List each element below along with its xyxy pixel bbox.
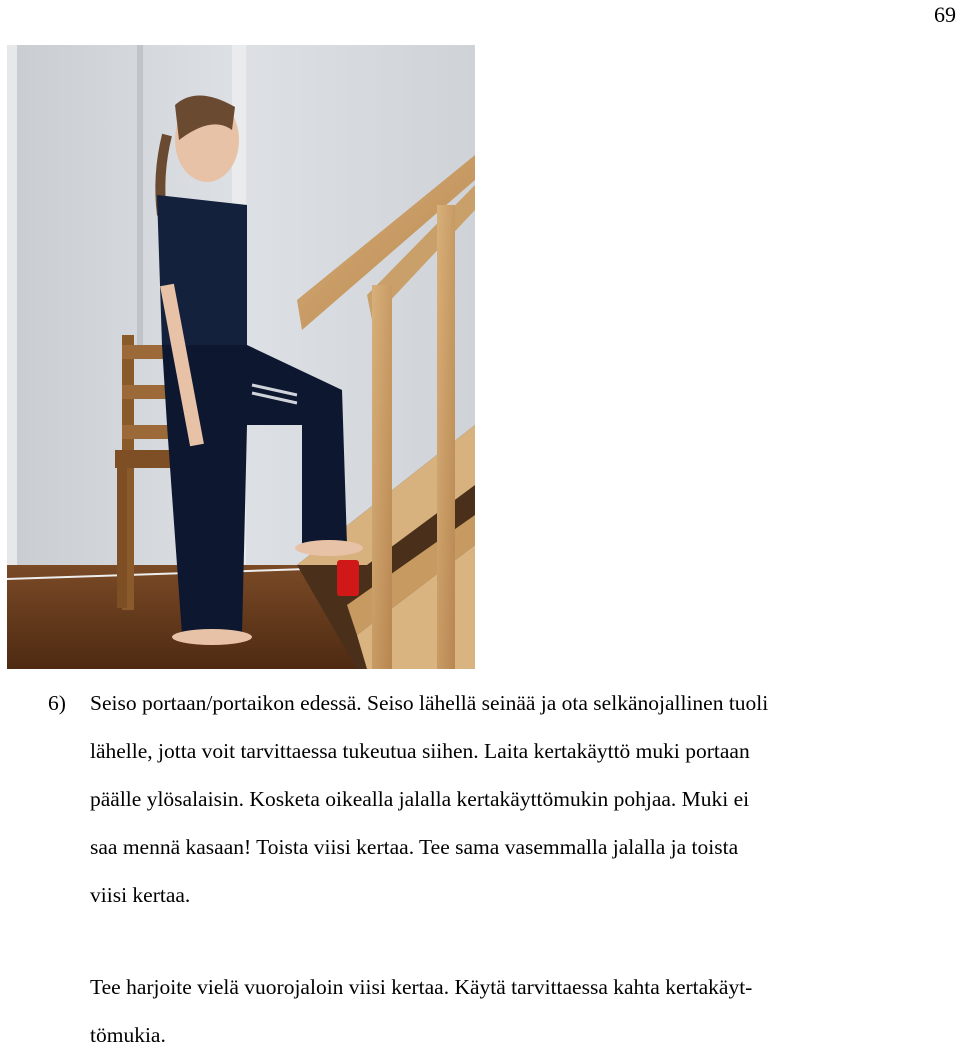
note-line: Tee harjoite vielä vuorojaloin viisi kertaa. Käytä tarvittaessa kahta kertakäyt- xyxy=(90,975,753,999)
note-paragraph xyxy=(90,963,952,1059)
instruction-line: lähelle, jotta voit tarvittaessa tukeutua siihen. Laita kertakäyttö muki portaan xyxy=(90,739,750,763)
instruction-number: 6) xyxy=(48,691,66,715)
instruction-line: päälle ylösalaisin. Kosketa oikealla jalalla kertakäyttömukin pohjaa. Muki ei xyxy=(90,787,750,811)
instruction-paragraph xyxy=(90,679,952,919)
exercise-photo xyxy=(7,45,475,669)
instruction-line: Seiso portaan/portaikon edessä. Seiso lähellä seinää ja ota selkänojallinen tuoli xyxy=(90,691,769,715)
instruction-line: viisi kertaa. xyxy=(90,883,191,907)
instruction-line: saa mennä kasaan! Toista viisi kertaa. Tee sama vasemmalla jalalla ja toista xyxy=(90,835,739,859)
note-line: tömukia. xyxy=(90,1023,166,1047)
page-number: 69 xyxy=(934,2,956,27)
